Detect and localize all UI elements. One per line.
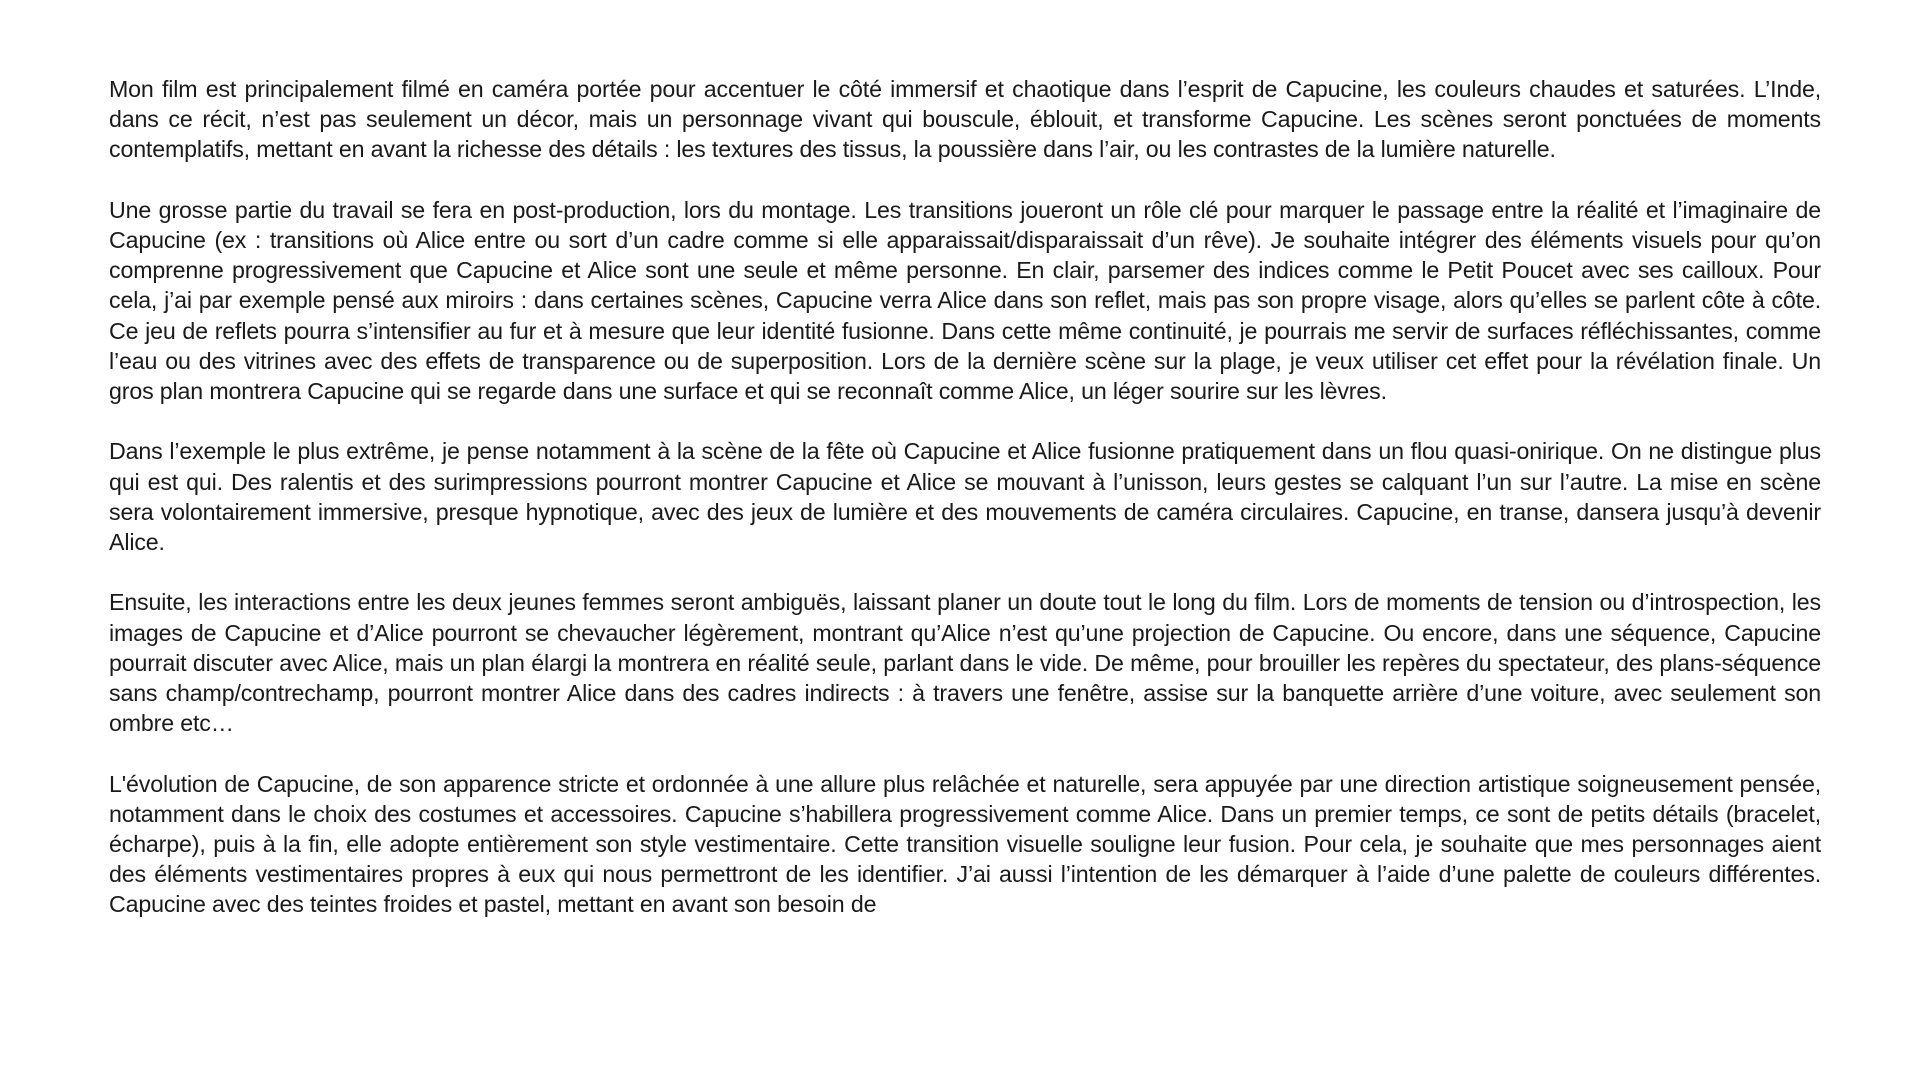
- document-page: [109, 74, 1821, 920]
- paragraph-costume-evolution: L'évolution de Capucine, de son apparence stricte et ordonnée à une allure plus relâchée et naturelle, sera appuyée par une direction artistique soigneusement pensée, notamment dans le choix des costumes et accessoires. Capucine s’habillera progressivement comme Alice. Dans un premier temps, ce sont de petits détails (bracelet, écharpe), puis à la fin, elle adopte entièrement son style vestimentaire. Cette transition visuelle souligne leur fusion. Pour cela, je souhaite que mes personnages aient des éléments vestimentaires propres à eux qui nous permettront de les identifier. J’ai aussi l’intention de les démarquer à l’aide d’une palette de couleurs différentes. Capucine avec des teintes froides et pastel, mettant en avant son besoin de: [109, 770, 1821, 918]
- paragraph-party-scene: Dans l’exemple le plus extrême, je pense notamment à la scène de la fête où Capucine et Alice fusionne pratiquement dans un flou quasi-onirique. On ne distingue plus qui est qui. Des ralentis et des surimpressions pourront montrer Capucine et Alice se mouvant à l’unisson, leurs gestes se calquant l’un sur l’autre. La mise en scène sera volontairement immersive, presque hypnotique, avec des jeux de lumière et des mouvements de caméra circulaires. Capucine, en transe, dansera jusqu’à devenir Alice.: [109, 438, 1821, 556]
- paragraph-post-production: Une grosse partie du travail se fera en post-production, lors du montage. Les transitions joueront un rôle clé pour marquer le passage entre la réalité et l’imaginaire de Capucine (ex : transitions où Alice entre ou sort d’un cadre comme si elle apparaissait/disparaissait d’un rêve). Je souhaite intégrer des éléments visuels pour qu’on comprenne progressivement que Capucine et Alice sont une seule et même personne. En clair, parsemer des indices comme le Petit Poucet avec ses cailloux. Pour cela, j’ai par exemple pensé aux miroirs : dans certaines scènes, Capucine verra Alice dans son reflet, mais pas son propre visage, alors qu’elles se parlent côte à côte. Ce jeu de reflets pourra s’intensifier au fur et à mesure que leur identité fusionne. Dans cette même continuité, je pourrais me servir de surfaces réfléchissantes, comme l’eau ou des vitrines avec des effets de transparence ou de superposition. Lors de la dernière scène sur la plage, je veux utiliser cet effet pour la révélation finale. Un gros plan montrera Capucine qui se regarde dans une surface et qui se reconnaît comme Alice, un léger sourire sur les lèvres.: [109, 196, 1821, 405]
- paragraph-camera-style: Mon film est principalement filmé en caméra portée pour accentuer le côté immersif et chaotique dans l’esprit de Capucine, les couleurs chaudes et saturées. L’Inde, dans ce récit, n’est pas seulement un décor, mais un personnage vivant qui bouscule, éblouit, et transforme Capucine. Les scènes seront ponctuées de moments contemplatifs, mettant en avant la richesse des détails : les textures des tissus, la poussière dans l’air, ou les contrastes de la lumière naturelle.: [109, 76, 1821, 163]
- paragraph-ambiguous-interactions: Ensuite, les interactions entre les deux jeunes femmes seront ambiguës, laissant planer un doute tout le long du film. Lors de moments de tension ou d’introspection, les images de Capucine et d’Alice pourront se chevaucher légèrement, montrant qu’Alice n’est qu’une projection de Capucine. Ou encore, dans une séquence, Capucine pourrait discuter avec Alice, mais un plan élargi la montrera en réalité seule, parlant dans le vide. De même, pour brouiller les repères du spectateur, des plans-séquence sans champ/contrechamp, pourront montrer Alice dans des cadres indirects : à travers une fenêtre, assise sur la banquette arrière d’une voiture, avec seulement son ombre etc…: [109, 589, 1821, 737]
